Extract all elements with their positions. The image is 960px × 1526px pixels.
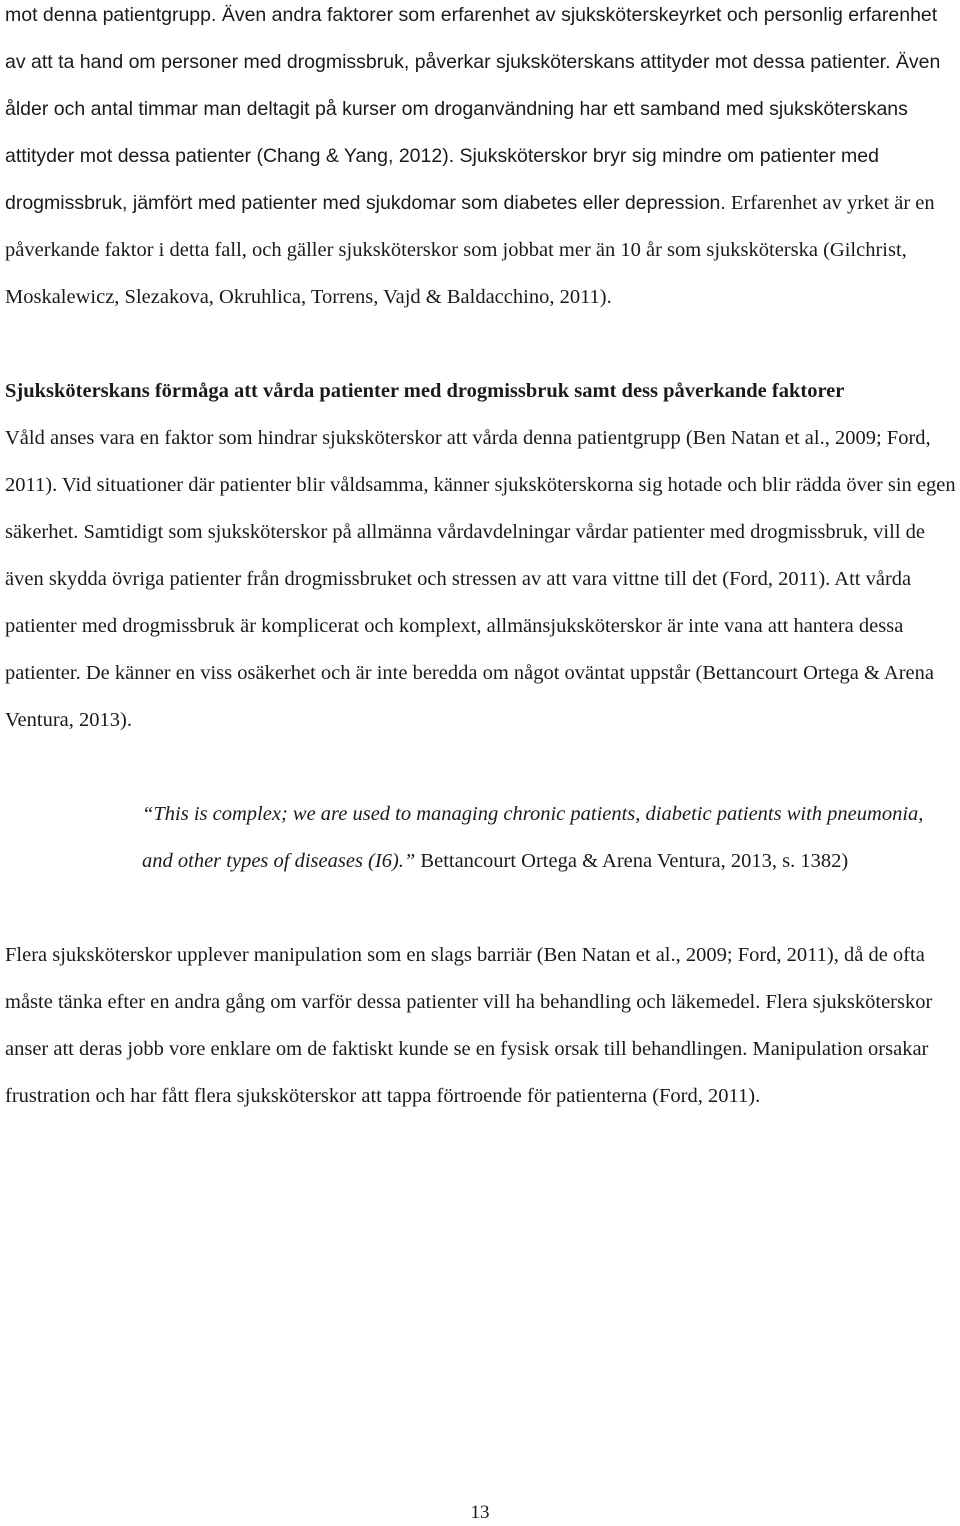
quote-citation: Bettancourt Ortega & Arena Ventura, 2013, s. 1382) bbox=[415, 850, 849, 872]
document-page bbox=[5, 0, 957, 1120]
block-quote bbox=[5, 791, 957, 885]
paragraph-manipulation: Flera sjuksköterskor upplever manipulation som en slags barriär (Ben Natan et al., 2009; Ford, 2011), då de ofta måste tänka efter en andra gång om varför dessa patienter vill ha behandling och läkemedel. Flera sjuksköterskor anser att deras jobb vore enklare om de faktiskt kunde se en fysisk orsak till behandlingen. Manipulation orsakar frustration och har fått flera sjuksköterskor att tappa förtroende för patienterna (Ford, 2011). bbox=[5, 944, 933, 1107]
paragraph-attitudes-serif-text: Erfarenhet av yrket är en påverkande faktor i detta fall, och gäller sjuksköterskor som jobbat mer än 10 år som sjuksköterska (Gilchrist, Moskalewicz, Slezakova, Okruhlica, Torrens, Vajd & Baldacchino, 2011). bbox=[5, 192, 935, 308]
quote-text: “This is complex; we are used to managing chronic patients, diabetic patients with pneumonia, and other types of diseases (I6).” bbox=[142, 803, 924, 872]
section-heading: Sjuksköterskans förmåga att vårda patienter med drogmissbruk samt dess påverkande faktorer bbox=[5, 380, 845, 402]
paragraph-attitudes bbox=[5, 0, 957, 321]
paragraph-violence: Våld anses vara en faktor som hindrar sjuksköterskor att vårda denna patientgrupp (Ben Natan et al., 2009; Ford, 2011). Vid situationer där patienter blir våldsamma, känner sjuksköterskorna sig hotade och blir rädda över sin egen säkerhet. Samtidigt som sjuksköterskor på allmänna vårdavdelningar vårdar patienter med drogmissbruk, vill de även skydda övriga patienter från drogmissbruket och stressen av att vara vittne till det (Ford, 2011). Att vårda patienter med drogmissbruk är komplicerat och komplext, allmänsjuksköterskor är inte vana att hantera dessa patienter. De känner en viss osäkerhet och är inte beredda om något oväntat uppstår (Bettancourt Ortega & Arena Ventura, 2013). bbox=[5, 427, 956, 731]
page-number: 13 bbox=[470, 1502, 490, 1523]
paragraph-attitudes-sans-text: mot denna patientgrupp. Även andra faktorer som erfarenhet av sjuksköterskeyrket och personlig erfarenhet av att ta hand om personer med drogmissbruk, påverkar sjuksköterskans attityder mot dessa patienter. Även ålder och antal timmar man deltagit på kurser om droganvändning har ett samband med sjuksköterskans attityder mot dessa patienter (Chang & Yang, 2012). Sjuksköterskor bryr sig mindre om patienter med drogmissbruk, jämfört med patienter med sjukdomar som diabetes eller depression. bbox=[5, 4, 941, 214]
